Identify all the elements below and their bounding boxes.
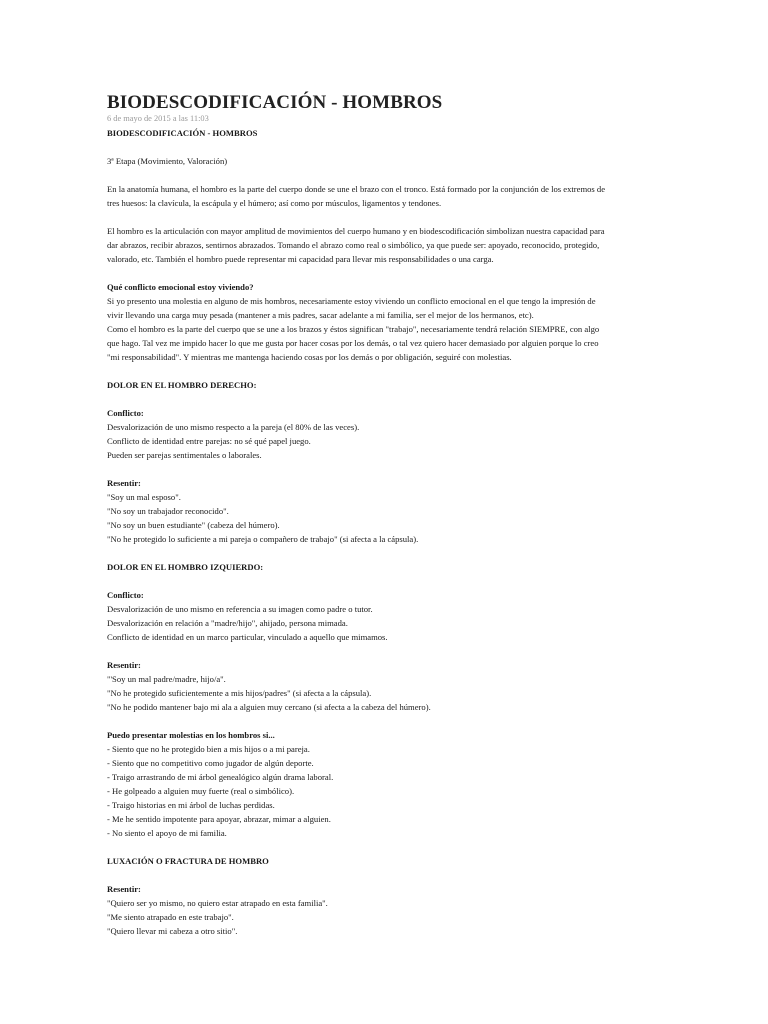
text-line: "No he protegido lo suficiente a mi pareja o compañero de trabajo" (si afecta a la cápsula). bbox=[107, 534, 419, 544]
intro-paragraph-2 bbox=[107, 224, 667, 266]
list-item: - Siento que no he protegido bien a mis hijos o a mi pareja. bbox=[107, 744, 310, 754]
text-line: Pueden ser parejas sentimentales o laborales. bbox=[107, 450, 262, 460]
text-line: tres huesos: la clavícula, la escápula y el húmero; así como por músculos, ligamentos y tendones. bbox=[107, 198, 442, 208]
text-line: Conflicto de identidad entre parejas: no sé qué papel juego. bbox=[107, 436, 311, 446]
list-item: - He golpeado a alguien muy fuerte (real o simbólico). bbox=[107, 786, 295, 796]
text-line: Si yo presento una molestia en alguno de mis hombros, necesariamente estoy viviendo un conflicto emocional en el que tengo la impresión de bbox=[107, 296, 596, 306]
text-line: En la anatomía humana, el hombro es la parte del cuerpo donde se une el brazo con el tronco. Está formado por la conjunción de los extremos de bbox=[107, 184, 606, 194]
text-line: "'Soy un mal padre/madre, hijo/a". bbox=[107, 674, 226, 684]
text-line: vivir llevando una carga muy pesada (mantener a mis padres, sacar adelante a mi familia, ser el mejor de los hermanos, etc). bbox=[107, 310, 534, 320]
text-line: Como el hombro es la parte del cuerpo que se une a los brazos y éstos significan "trabajo", necesariamente tendrá relación SIEMPRE, con algo bbox=[107, 324, 600, 334]
list-item: - Me he sentido impotente para apoyar, abrazar, mimar a alguien. bbox=[107, 814, 331, 824]
text-line: "Quiero ser yo mismo, no quiero estar atrapado en esta familia". bbox=[107, 898, 328, 908]
text-line: Desvalorización en relación a "madre/hijo", ahijado, persona mimada. bbox=[107, 618, 348, 628]
list-item: - Siento que no competitivo como jugador de algún deporte. bbox=[107, 758, 314, 768]
left-shoulder-heading: DOLOR EN EL HOMBRO IZQUIERDO: bbox=[107, 562, 264, 572]
text-line: "Me siento atrapado en este trabajo". bbox=[107, 912, 234, 922]
text-line: que hago. Tal vez me impido hacer lo que me gusta por hacer cosas por los demás, o tal vez quiero hacer demasiado por alguien porque lo creo bbox=[107, 338, 599, 348]
list-item: - Traigo historias en mi árbol de luchas perdidas. bbox=[107, 800, 275, 810]
document-title: BIODESCODIFICACIÓN - HOMBROS bbox=[107, 92, 443, 113]
text-line: dar abrazos, recibir abrazos, sentirnos abrazados. Tomando el abrazo como real o simbólico, ya que puede ser: apoyado, reconocido, protegido, bbox=[107, 240, 600, 250]
list-item: - No siento el apoyo de mi familia. bbox=[107, 828, 227, 838]
text-line: "Soy un mal esposo". bbox=[107, 492, 181, 502]
luxation-heading: LUXACIÓN O FRACTURA DE HOMBRO bbox=[107, 856, 269, 866]
text-line: "No soy un buen estudiante" (cabeza del húmero). bbox=[107, 520, 280, 530]
intro-paragraph-1 bbox=[107, 182, 667, 210]
symptoms-heading: Puedo presentar molestias en los hombros si... bbox=[107, 730, 275, 740]
text-line: Conflicto de identidad en un marco particular, vinculado a aquello que mimamos. bbox=[107, 632, 388, 642]
right-shoulder-heading: DOLOR EN EL HOMBRO DERECHO: bbox=[107, 380, 257, 390]
subtitle: BIODESCODIFICACIÓN - HOMBROS bbox=[107, 128, 258, 138]
left-resent-label: Resentir: bbox=[107, 660, 141, 670]
conflict-paragraph bbox=[107, 294, 667, 364]
conflict-heading: Qué conflicto emocional estoy viviendo? bbox=[107, 282, 254, 292]
left-conflict-label: Conflicto: bbox=[107, 590, 144, 600]
text-line: "No soy un trabajador reconocido". bbox=[107, 506, 229, 516]
text-line: "Quiero llevar mi cabeza a otro sitio". bbox=[107, 926, 238, 936]
luxation-resent-label: Resentir: bbox=[107, 884, 141, 894]
text-line: Desvalorización de uno mismo respecto a la pareja (el 80% de las veces). bbox=[107, 422, 360, 432]
right-conflict-label: Conflicto: bbox=[107, 408, 144, 418]
text-line: "mi responsabilidad". Y mientras me mantenga haciendo cosas por los demás o por obligación, seguiré con molestias. bbox=[107, 352, 512, 362]
stage-line: 3ª Etapa (Movimiento, Valoración) bbox=[107, 156, 228, 166]
text-line: Desvalorización de uno mismo en referencia a su imagen como padre o tutor. bbox=[107, 604, 373, 614]
post-date: 6 de mayo de 2015 a las 11:03 bbox=[107, 114, 209, 123]
text-line: El hombro es la articulación con mayor amplitud de movimientos del cuerpo humano y en biodescodificación simbolizan nuestra capacidad para bbox=[107, 226, 605, 236]
list-item: - Traigo arrastrando de mi árbol genealógico algún drama laboral. bbox=[107, 772, 334, 782]
right-resent-label: Resentir: bbox=[107, 478, 141, 488]
text-line: "No he podido mantener bajo mi ala a alguien muy cercano (si afecta a la cabeza del húmero). bbox=[107, 702, 431, 712]
text-line: "No he protegido suficientemente a mis hijos/padres" (si afecta a la cápsula). bbox=[107, 688, 372, 698]
document-page bbox=[107, 92, 667, 938]
text-line: valorado, etc. También el hombro puede representar mi capacidad para llevar mis responsabilidades o una carga. bbox=[107, 254, 494, 264]
